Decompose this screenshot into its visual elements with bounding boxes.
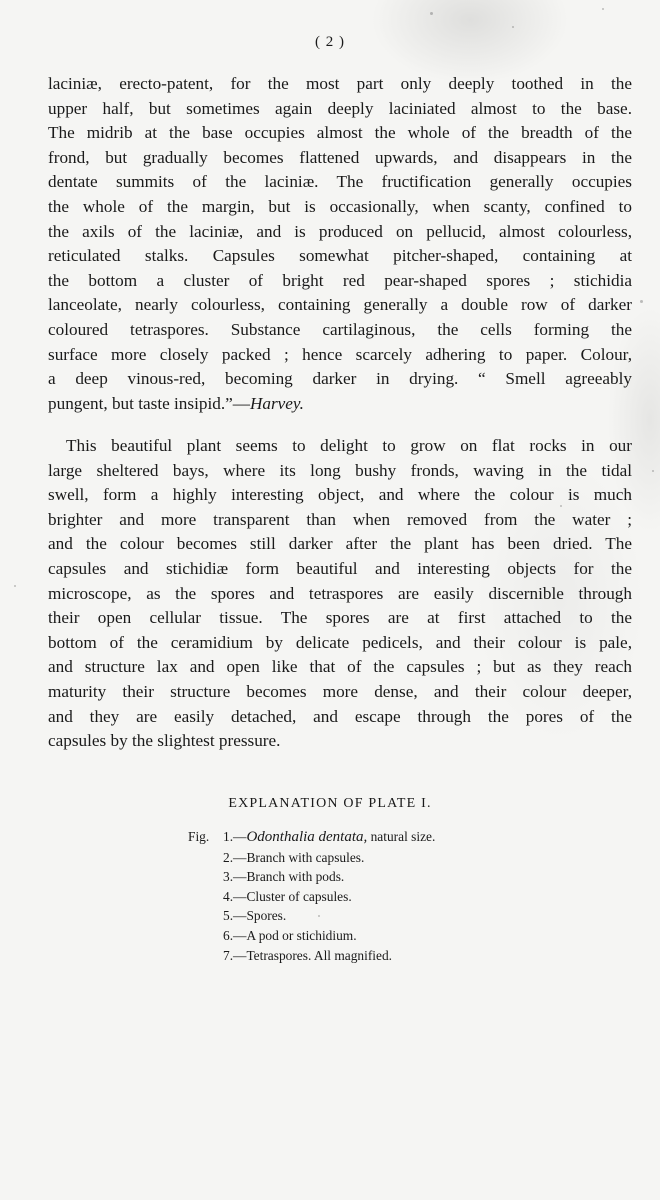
figure-caption: Cluster of capsules. [246, 888, 352, 904]
figure-item [188, 926, 608, 946]
figure-number: 5.— [223, 908, 247, 924]
figure-caption: Branch with capsules. [246, 849, 365, 865]
figure-caption: Spores. [246, 908, 287, 924]
figure-number: 3.— [223, 869, 247, 885]
figure-number: 1.— [223, 829, 247, 844]
paper-speck [602, 8, 604, 10]
figure-item [188, 946, 608, 966]
figure-caption: A pod or stichidium. [246, 927, 357, 943]
figure-item [188, 827, 608, 848]
paper-speck [652, 470, 654, 472]
paper-speck [430, 12, 433, 15]
figure-caption: Tetraspores. All magnified. [246, 947, 393, 963]
commentary-paragraph [48, 434, 632, 754]
text-line: and they are easily detached, and escape through the pores of the [48, 706, 632, 726]
text-line-final: capsules by the slightest pressure. [48, 731, 281, 751]
figure-caption: natural size. [367, 829, 436, 844]
text-line: capsules and stichidiæ form beautiful and interesting objects for the [48, 558, 632, 578]
text-line: coloured tetraspores. Substance cartilaginous, the cells forming the [48, 319, 632, 339]
text-line: laciniæ, erecto-patent, for the most part only deeply toothed in the [48, 74, 632, 93]
paper-speck [318, 915, 320, 917]
text-line: dentate summits of the laciniæ. The fructification generally occupies [48, 172, 632, 192]
figure-item [188, 867, 608, 887]
figure-number: 6.— [223, 927, 247, 943]
species-name: Odonthalia dentata, [246, 829, 368, 845]
figure-prefix: Fig. [188, 829, 210, 844]
paper-speck [14, 585, 16, 587]
figure-list [188, 827, 608, 965]
text-line: brighter and more transparent than when removed from the water ; [48, 509, 632, 529]
text-line: bottom of the ceramidium by delicate pedicels, and their colour is pale, [48, 632, 632, 652]
text-line: the whole of the margin, but is occasionally, when scanty, confined to [48, 196, 632, 216]
paper-speck [640, 300, 643, 303]
paper-speck [512, 26, 514, 28]
text-line: and structure lax and open like that of the capsules ; but as they reach [48, 657, 632, 677]
text-line: upper half, but sometimes again deeply laciniated almost to the base. [48, 98, 632, 118]
figure-item [188, 887, 608, 907]
text-line: maturity their structure becomes more dense, and their colour deeper, [48, 681, 632, 701]
plate-explanation-heading: EXPLANATION OF PLATE I. [228, 796, 432, 811]
text-line-final [48, 392, 632, 417]
text-line: and the colour becomes still darker after the plant has been dried. The [48, 534, 632, 554]
figure-item [188, 906, 608, 926]
page-number: ( 2 ) [315, 34, 345, 50]
figure-number: 2.— [223, 849, 247, 865]
paper-speck [610, 640, 612, 642]
text-line: the axils of the laciniæ, and is produced on pellucid, almost colourless, [48, 221, 632, 241]
citation-author: Harvey. [249, 393, 304, 413]
text-line: microscope, as the spores and tetraspores are easily discernible through [48, 583, 632, 603]
text-line: the bottom a cluster of bright red pear-shaped spores ; stichidia [48, 270, 632, 290]
text-line: This beautiful plant seems to delight to grow on flat rocks in our [66, 436, 632, 455]
description-paragraph [48, 72, 632, 416]
text-line: The midrib at the base occupies almost the whole of the breadth of the [48, 123, 632, 143]
text-line: lanceolate, nearly colourless, containing generally a double row of darker [48, 295, 632, 315]
text-line: surface more closely packed ; hence scarcely adhering to paper. Colour, [48, 344, 632, 364]
text-line: frond, but gradually becomes flattened upwards, and disappears in the [48, 147, 632, 167]
paper-speck [560, 505, 562, 507]
figure-number: 4.— [223, 888, 247, 904]
text-line: their open cellular tissue. The spores are at first attached to the [48, 608, 632, 628]
figure-number: 7.— [223, 947, 247, 963]
text-line: large sheltered bays, where its long bushy fronds, waving in the tidal [48, 460, 632, 480]
text-fragment: pungent, but taste insipid.”— [48, 393, 250, 413]
text-line: reticulated stalks. Capsules somewhat pitcher-shaped, containing at [48, 246, 632, 266]
text-line: swell, form a highly interesting object, and where the colour is much [48, 485, 632, 505]
text-line: a deep vinous-red, becoming darker in drying. “ Smell agreeably [48, 369, 632, 389]
figure-item [188, 848, 608, 868]
figure-caption: Branch with pods. [246, 869, 345, 885]
